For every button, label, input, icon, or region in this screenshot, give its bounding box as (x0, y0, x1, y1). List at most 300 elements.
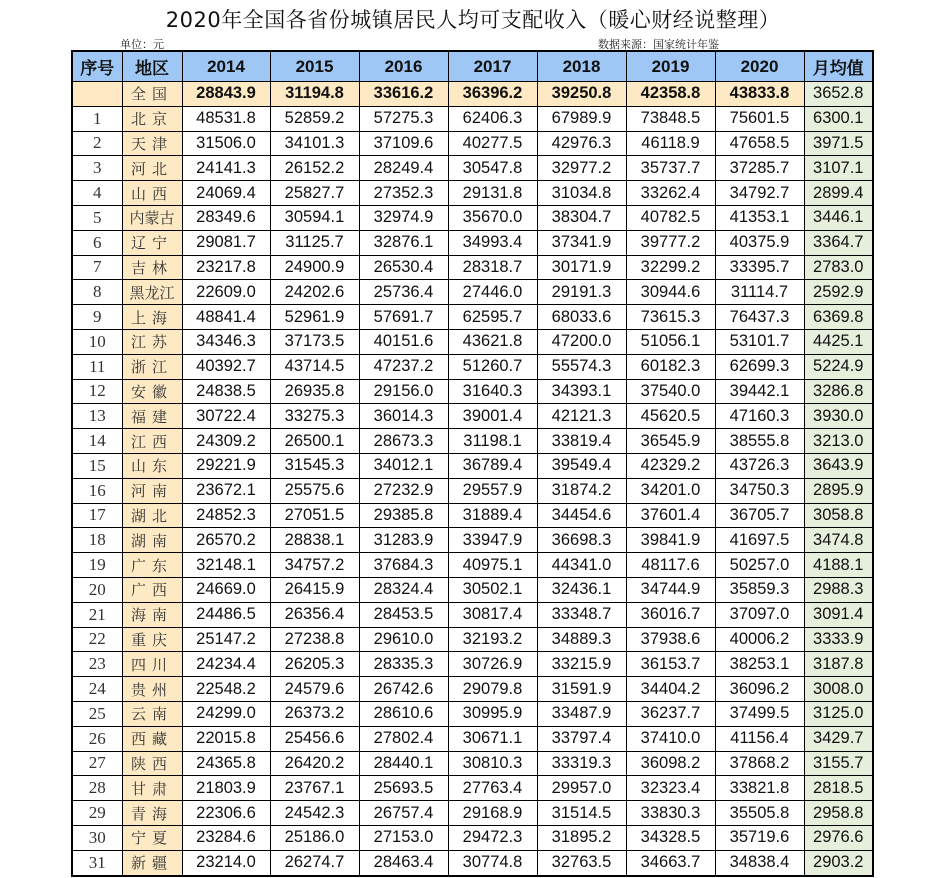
table-row (72, 801, 873, 826)
row-region: 北京 (122, 106, 182, 131)
table-row (72, 453, 873, 478)
cell-2020: 62699.3 (715, 354, 804, 379)
cell-2020: 36096.2 (715, 677, 804, 702)
row-region: 新疆 (122, 850, 182, 875)
cell-2019: 36016.7 (626, 602, 715, 627)
cell-2017: 29079.8 (448, 677, 537, 702)
cell-2017: 43621.8 (448, 329, 537, 354)
cell-2015: 25827.7 (270, 181, 359, 206)
cell-2016: 29385.8 (359, 503, 448, 528)
row-region: 海南 (122, 602, 182, 627)
cell-2019: 36098.2 (626, 751, 715, 776)
cell-2015: 31545.3 (270, 453, 359, 478)
row-region: 贵州 (122, 677, 182, 702)
cell-2020: 33395.7 (715, 255, 804, 280)
cell-monthly-avg: 3155.7 (804, 751, 873, 776)
row-index: 13 (72, 404, 122, 429)
cell-2016: 28673.3 (359, 429, 448, 454)
cell-2020: 37285.7 (715, 156, 804, 181)
row-region: 江西 (122, 429, 182, 454)
cell-2015: 26415.9 (270, 577, 359, 602)
cell-2019: 45620.5 (626, 404, 715, 429)
cell-2014: 25147.2 (182, 627, 270, 652)
cell-monthly-avg: 3333.9 (804, 627, 873, 652)
cell-2016: 31283.9 (359, 528, 448, 553)
row-index: 1 (72, 106, 122, 131)
cell-monthly-avg: 2903.2 (804, 850, 873, 875)
cell-2014: 24852.3 (182, 503, 270, 528)
cell-2019: 73615.3 (626, 305, 715, 330)
cell-2014: 21803.9 (182, 776, 270, 801)
row-region: 江苏 (122, 329, 182, 354)
cell-monthly-avg: 2818.5 (804, 776, 873, 801)
table-row (72, 429, 873, 454)
row-index: 9 (72, 305, 122, 330)
table-row (72, 205, 873, 230)
table-row (72, 553, 873, 578)
cell-2018: 34393.1 (537, 379, 626, 404)
cell-2020: 31114.7 (715, 280, 804, 305)
cell-2014: 24838.5 (182, 379, 270, 404)
cell-2015: 26373.2 (270, 701, 359, 726)
cell-2020: 34750.3 (715, 478, 804, 503)
cell-2019: 46118.9 (626, 131, 715, 156)
cell-2020: 35719.6 (715, 825, 804, 850)
table-row (72, 255, 873, 280)
row-index: 11 (72, 354, 122, 379)
cell-monthly-avg: 6369.8 (804, 305, 873, 330)
col-header-monthly-avg: 月均值 (804, 51, 873, 82)
table-row (72, 602, 873, 627)
cell-2015: 26500.1 (270, 429, 359, 454)
cell-2017: 36396.2 (448, 82, 537, 107)
cell-2015: 31194.8 (270, 82, 359, 107)
cell-2014: 48841.4 (182, 305, 270, 330)
cell-2017: 30726.9 (448, 652, 537, 677)
cell-2019: 37601.4 (626, 503, 715, 528)
cell-monthly-avg: 3213.0 (804, 429, 873, 454)
cell-2017: 32193.2 (448, 627, 537, 652)
col-header-2016: 2016 (359, 51, 448, 82)
cell-2020: 40006.2 (715, 627, 804, 652)
row-index: 2 (72, 131, 122, 156)
cell-2018: 30171.9 (537, 255, 626, 280)
row-region: 广东 (122, 553, 182, 578)
cell-2016: 28610.6 (359, 701, 448, 726)
cell-2016: 28335.3 (359, 652, 448, 677)
cell-2020: 38555.8 (715, 429, 804, 454)
table-row (72, 230, 873, 255)
cell-2020: 33821.8 (715, 776, 804, 801)
row-index: 19 (72, 553, 122, 578)
cell-2017: 33947.9 (448, 528, 537, 553)
cell-2015: 24542.3 (270, 801, 359, 826)
cell-2015: 25575.6 (270, 478, 359, 503)
col-header-region: 地区 (122, 51, 182, 82)
cell-2017: 36789.4 (448, 453, 537, 478)
cell-2019: 36545.9 (626, 429, 715, 454)
cell-2020: 76437.3 (715, 305, 804, 330)
unit-label: 单位：元 (120, 38, 164, 51)
cell-2020: 34838.4 (715, 850, 804, 875)
cell-2016: 28463.4 (359, 850, 448, 875)
cell-2016: 47237.2 (359, 354, 448, 379)
row-region: 甘肃 (122, 776, 182, 801)
cell-2014: 28843.9 (182, 82, 270, 107)
row-index (72, 82, 122, 107)
cell-monthly-avg: 3187.8 (804, 652, 873, 677)
cell-2019: 39841.9 (626, 528, 715, 553)
cell-2017: 40975.1 (448, 553, 537, 578)
cell-2016: 28440.1 (359, 751, 448, 776)
cell-2019: 32299.2 (626, 255, 715, 280)
cell-2020: 37097.0 (715, 602, 804, 627)
cell-2016: 37109.6 (359, 131, 448, 156)
cell-2017: 30671.1 (448, 726, 537, 751)
row-index: 23 (72, 652, 122, 677)
cell-2015: 27051.5 (270, 503, 359, 528)
row-region: 吉林 (122, 255, 182, 280)
cell-2020: 35505.8 (715, 801, 804, 826)
cell-2015: 43714.5 (270, 354, 359, 379)
row-index: 4 (72, 181, 122, 206)
cell-2018: 67989.9 (537, 106, 626, 131)
cell-2015: 27238.8 (270, 627, 359, 652)
cell-2016: 32876.1 (359, 230, 448, 255)
cell-2015: 33275.3 (270, 404, 359, 429)
row-index: 27 (72, 751, 122, 776)
row-index: 20 (72, 577, 122, 602)
cell-2020: 47160.3 (715, 404, 804, 429)
cell-monthly-avg: 4188.1 (804, 553, 873, 578)
cell-2016: 28324.4 (359, 577, 448, 602)
cell-2017: 30995.9 (448, 701, 537, 726)
cell-2018: 31591.9 (537, 677, 626, 702)
cell-2015: 37173.5 (270, 329, 359, 354)
row-index: 31 (72, 850, 122, 875)
table-row (72, 850, 873, 875)
cell-2014: 31506.0 (182, 131, 270, 156)
cell-2017: 30502.1 (448, 577, 537, 602)
cell-2015: 24900.9 (270, 255, 359, 280)
cell-2019: 33830.3 (626, 801, 715, 826)
row-region: 安徽 (122, 379, 182, 404)
row-region: 重庆 (122, 627, 182, 652)
table-row (72, 528, 873, 553)
cell-2014: 22548.2 (182, 677, 270, 702)
cell-2017: 39001.4 (448, 404, 537, 429)
cell-monthly-avg: 3971.5 (804, 131, 873, 156)
cell-2014: 32148.1 (182, 553, 270, 578)
cell-2017: 62406.3 (448, 106, 537, 131)
cell-2019: 34404.2 (626, 677, 715, 702)
cell-2019: 34201.0 (626, 478, 715, 503)
cell-2018: 31874.2 (537, 478, 626, 503)
cell-2016: 26530.4 (359, 255, 448, 280)
row-index: 28 (72, 776, 122, 801)
cell-2014: 24141.3 (182, 156, 270, 181)
cell-2019: 39777.2 (626, 230, 715, 255)
row-region: 天津 (122, 131, 182, 156)
cell-2016: 32974.9 (359, 205, 448, 230)
cell-2014: 34346.3 (182, 329, 270, 354)
table-row (72, 503, 873, 528)
cell-2016: 57691.7 (359, 305, 448, 330)
cell-2016: 37684.3 (359, 553, 448, 578)
cell-2017: 40277.5 (448, 131, 537, 156)
cell-2018: 33319.3 (537, 751, 626, 776)
cell-2017: 29168.9 (448, 801, 537, 826)
cell-2016: 34012.1 (359, 453, 448, 478)
cell-2017: 51260.7 (448, 354, 537, 379)
cell-2017: 34993.4 (448, 230, 537, 255)
row-region: 湖南 (122, 528, 182, 553)
table-row (72, 305, 873, 330)
cell-2016: 29610.0 (359, 627, 448, 652)
cell-2019: 37410.0 (626, 726, 715, 751)
table-row (72, 701, 873, 726)
row-region: 辽宁 (122, 230, 182, 255)
table-row (72, 478, 873, 503)
cell-2018: 55574.3 (537, 354, 626, 379)
cell-2017: 30547.8 (448, 156, 537, 181)
cell-2018: 33348.7 (537, 602, 626, 627)
cell-2015: 26420.2 (270, 751, 359, 776)
col-header-2018: 2018 (537, 51, 626, 82)
cell-2017: 35670.0 (448, 205, 537, 230)
cell-2014: 24365.8 (182, 751, 270, 776)
cell-2014: 24669.0 (182, 577, 270, 602)
cell-monthly-avg: 2895.9 (804, 478, 873, 503)
row-region: 河南 (122, 478, 182, 503)
cell-2014: 24069.4 (182, 181, 270, 206)
col-header-2020: 2020 (715, 51, 804, 82)
cell-2018: 47200.0 (537, 329, 626, 354)
cell-2018: 42976.3 (537, 131, 626, 156)
row-index: 8 (72, 280, 122, 305)
cell-2018: 39250.8 (537, 82, 626, 107)
cell-2017: 31640.3 (448, 379, 537, 404)
row-region: 宁夏 (122, 825, 182, 850)
cell-2016: 33616.2 (359, 82, 448, 107)
cell-2014: 28349.6 (182, 205, 270, 230)
cell-2014: 24234.4 (182, 652, 270, 677)
row-region: 西藏 (122, 726, 182, 751)
cell-2016: 25693.5 (359, 776, 448, 801)
cell-2019: 40782.5 (626, 205, 715, 230)
cell-2018: 68033.6 (537, 305, 626, 330)
cell-2018: 33487.9 (537, 701, 626, 726)
cell-2015: 26935.8 (270, 379, 359, 404)
cell-2014: 23217.8 (182, 255, 270, 280)
cell-monthly-avg: 3107.1 (804, 156, 873, 181)
cell-2014: 26570.2 (182, 528, 270, 553)
cell-2019: 42358.8 (626, 82, 715, 107)
cell-2014: 48531.8 (182, 106, 270, 131)
table-row (72, 825, 873, 850)
cell-monthly-avg: 3652.8 (804, 82, 873, 107)
row-index: 6 (72, 230, 122, 255)
table-row (72, 627, 873, 652)
cell-monthly-avg: 3446.1 (804, 205, 873, 230)
table-row (72, 677, 873, 702)
source-label: 数据来源：国家统计年鉴 (598, 38, 719, 51)
table-row (72, 379, 873, 404)
cell-2015: 26205.3 (270, 652, 359, 677)
row-index: 29 (72, 801, 122, 826)
cell-2017: 30810.3 (448, 751, 537, 776)
cell-2019: 30944.6 (626, 280, 715, 305)
cell-2020: 47658.5 (715, 131, 804, 156)
cell-2015: 30594.1 (270, 205, 359, 230)
cell-monthly-avg: 2783.0 (804, 255, 873, 280)
cell-2019: 73848.5 (626, 106, 715, 131)
row-region: 上海 (122, 305, 182, 330)
row-index: 12 (72, 379, 122, 404)
table-row (72, 131, 873, 156)
cell-2017: 31889.4 (448, 503, 537, 528)
cell-2020: 43726.3 (715, 453, 804, 478)
cell-2018: 34454.6 (537, 503, 626, 528)
cell-2019: 35737.7 (626, 156, 715, 181)
cell-2016: 26757.4 (359, 801, 448, 826)
cell-2020: 43833.8 (715, 82, 804, 107)
cell-2015: 23767.1 (270, 776, 359, 801)
cell-monthly-avg: 3091.4 (804, 602, 873, 627)
table-row (72, 354, 873, 379)
row-region: 青海 (122, 801, 182, 826)
cell-2017: 27446.0 (448, 280, 537, 305)
page-title: 2020年全国各省份城镇居民人均可支配收入（暖心财经说整理） (165, 8, 781, 32)
cell-2019: 37540.0 (626, 379, 715, 404)
cell-monthly-avg: 3474.8 (804, 528, 873, 553)
col-header-2017: 2017 (448, 51, 537, 82)
cell-2015: 25456.6 (270, 726, 359, 751)
cell-2019: 34744.9 (626, 577, 715, 602)
cell-2018: 38304.7 (537, 205, 626, 230)
cell-2019: 34328.5 (626, 825, 715, 850)
row-index: 21 (72, 602, 122, 627)
cell-2016: 27232.9 (359, 478, 448, 503)
row-region: 内蒙古 (122, 205, 182, 230)
cell-monthly-avg: 3286.8 (804, 379, 873, 404)
row-index: 7 (72, 255, 122, 280)
cell-2014: 23214.0 (182, 850, 270, 875)
cell-2017: 30774.8 (448, 850, 537, 875)
row-index: 30 (72, 825, 122, 850)
row-index: 14 (72, 429, 122, 454)
table-row (72, 577, 873, 602)
row-index: 18 (72, 528, 122, 553)
cell-2020: 34792.7 (715, 181, 804, 206)
cell-2020: 37868.2 (715, 751, 804, 776)
cell-2018: 33797.4 (537, 726, 626, 751)
cell-2014: 24486.5 (182, 602, 270, 627)
cell-2014: 22015.8 (182, 726, 270, 751)
cell-2015: 26152.2 (270, 156, 359, 181)
cell-2016: 27802.4 (359, 726, 448, 751)
cell-2015: 52961.9 (270, 305, 359, 330)
cell-2017: 29557.9 (448, 478, 537, 503)
cell-2018: 32977.2 (537, 156, 626, 181)
cell-monthly-avg: 3930.0 (804, 404, 873, 429)
cell-2019: 51056.1 (626, 329, 715, 354)
row-index: 17 (72, 503, 122, 528)
cell-2017: 29472.3 (448, 825, 537, 850)
cell-2014: 24309.2 (182, 429, 270, 454)
table-row (72, 280, 873, 305)
cell-2020: 37499.5 (715, 701, 804, 726)
row-index: 22 (72, 627, 122, 652)
cell-2016: 28453.5 (359, 602, 448, 627)
cell-2018: 44341.0 (537, 553, 626, 578)
row-index: 15 (72, 453, 122, 478)
row-index: 3 (72, 156, 122, 181)
row-region: 湖北 (122, 503, 182, 528)
cell-2019: 48117.6 (626, 553, 715, 578)
national-row (72, 82, 873, 107)
row-region: 山西 (122, 181, 182, 206)
row-index: 16 (72, 478, 122, 503)
cell-2019: 33262.4 (626, 181, 715, 206)
row-region: 山东 (122, 453, 182, 478)
cell-2020: 75601.5 (715, 106, 804, 131)
row-index: 26 (72, 726, 122, 751)
cell-2015: 52859.2 (270, 106, 359, 131)
cell-2019: 42329.2 (626, 453, 715, 478)
row-region: 浙江 (122, 354, 182, 379)
row-index: 5 (72, 205, 122, 230)
cell-2014: 23284.6 (182, 825, 270, 850)
cell-2018: 37341.9 (537, 230, 626, 255)
cell-2020: 39442.1 (715, 379, 804, 404)
cell-2020: 38253.1 (715, 652, 804, 677)
cell-monthly-avg: 2976.6 (804, 825, 873, 850)
cell-2018: 32436.1 (537, 577, 626, 602)
col-header-2015: 2015 (270, 51, 359, 82)
cell-2015: 26356.4 (270, 602, 359, 627)
cell-2014: 29081.7 (182, 230, 270, 255)
cell-2018: 29191.3 (537, 280, 626, 305)
cell-monthly-avg: 3125.0 (804, 701, 873, 726)
table-row (72, 404, 873, 429)
cell-2016: 27352.3 (359, 181, 448, 206)
row-index: 10 (72, 329, 122, 354)
cell-2020: 53101.7 (715, 329, 804, 354)
cell-monthly-avg: 2988.3 (804, 577, 873, 602)
cell-2017: 30817.4 (448, 602, 537, 627)
row-region: 河北 (122, 156, 182, 181)
cell-2017: 62595.7 (448, 305, 537, 330)
cell-monthly-avg: 3008.0 (804, 677, 873, 702)
cell-2018: 36698.3 (537, 528, 626, 553)
cell-2016: 57275.3 (359, 106, 448, 131)
cell-2018: 33819.4 (537, 429, 626, 454)
table-row (72, 726, 873, 751)
col-header-2014: 2014 (182, 51, 270, 82)
cell-2019: 36153.7 (626, 652, 715, 677)
table-row (72, 776, 873, 801)
cell-2016: 36014.3 (359, 404, 448, 429)
cell-monthly-avg: 5224.9 (804, 354, 873, 379)
cell-2019: 34663.7 (626, 850, 715, 875)
cell-2014: 30722.4 (182, 404, 270, 429)
cell-2014: 23672.1 (182, 478, 270, 503)
cell-monthly-avg: 2592.9 (804, 280, 873, 305)
col-header-2019: 2019 (626, 51, 715, 82)
cell-2015: 26274.7 (270, 850, 359, 875)
cell-2018: 42121.3 (537, 404, 626, 429)
